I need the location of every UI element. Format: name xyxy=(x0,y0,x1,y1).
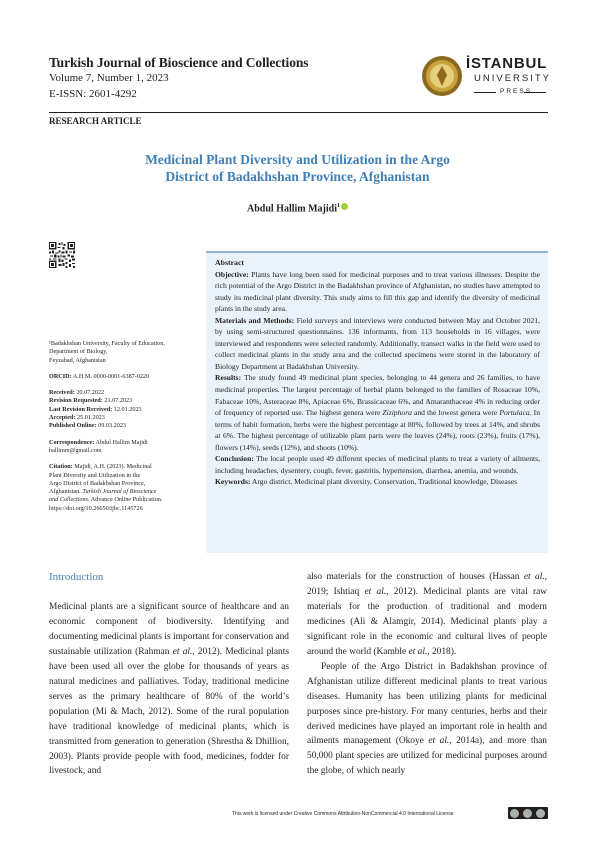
abstract-results xyxy=(215,372,540,453)
genus-name: Ziziphora xyxy=(382,408,412,418)
citation-line-5 xyxy=(49,496,199,504)
abstract-heading: Abstract xyxy=(215,258,245,267)
abstract-methods xyxy=(215,315,540,373)
abstract-text: Argo district, Medicinal plant diversity, Conservation, Traditional knowledge, Diseases xyxy=(251,477,518,487)
title-line-2: District of Badakhshan Province, Afghanistan xyxy=(165,169,430,184)
affiliation-line-3: Feyzabad, Afghanistan xyxy=(49,356,106,364)
paragraph-text: , 2012). Medicinal plants are vital raw materials for the production of traditional and modern medicines (Ali & Alamgir, 2014). Medicinal plants play a significant role in the economic and cultural lives of people around the world (Kamble xyxy=(307,586,548,657)
body-column-right xyxy=(307,570,547,779)
date-label: Accepted: xyxy=(49,414,76,422)
citation-label: Citation: xyxy=(49,463,73,471)
citation-journal: and Collections. xyxy=(49,496,90,504)
correspondence-email[interactable]: hallimm@gmail.com xyxy=(49,446,102,454)
date-label: Last Revision Received: xyxy=(49,405,113,413)
abstract-text: Field surveys and interviews were conducted between May and October 2021, by using semi-structured questionnaires. 136 informants, from 113 households in 16 villages, were interviewed and respondents were selected randomly. Additionally, transect walks in the field were used to collect medicinal plants in the study area and the collected specimens were stored in the laboratory of Biology Department at Badakhshan University. xyxy=(215,315,540,371)
author-affiliation-marker: 1 xyxy=(337,203,340,209)
correspondence-name: Abdul Hallim Majidi xyxy=(95,438,148,446)
abstract-text: The local people used 49 different species of medicinal plants to treat a variety of ailments, including headaches, dysentery, cough, fever, gastritis, hypertension, diarrhea, anemia, and wounds. xyxy=(215,454,540,475)
section-heading-introduction: Introduction xyxy=(49,571,104,583)
paragraph-text: , 2019; Ishtiaq xyxy=(307,572,548,597)
date-accepted xyxy=(49,414,199,422)
etal: et al. xyxy=(408,646,428,657)
body-column-left xyxy=(49,600,289,779)
journal-name: Turkish Journal of Bioscience and Collections xyxy=(49,55,309,70)
qr-code-icon[interactable] xyxy=(49,242,75,268)
date-label: Revision Requested: xyxy=(49,397,103,405)
date-value: 12.01.2023 xyxy=(113,405,142,413)
correspondence-line xyxy=(49,439,199,447)
date-value: 25.01.2023 xyxy=(77,414,105,422)
paragraph-text: also materials for the construction of houses (Hassan xyxy=(307,572,520,582)
date-value: 20.07.2022 xyxy=(76,389,105,397)
abstract-label: Conclusion: xyxy=(215,454,254,464)
orcid-value[interactable]: A.H.M. 0000-0001-6387-0220 xyxy=(72,372,150,380)
citation-line-2: Plant Diversity and Utilization in the xyxy=(49,471,141,479)
date-published xyxy=(49,422,199,430)
abstract-text: The study found 49 medicinal plant species, belonging to 44 genera and 26 families, to have medicinal properties. The largest percentage of herbal plants belonged to the families of Rosaceae 10%, Fabaceae 10%, Asteraceae 8%, Apiaceae 6%, Brassicaceae 6%, and Amaranthaceae 4% in reducing order of frequency of reported use. The highest genera were xyxy=(215,373,540,418)
citation-journal: Turkish Journal of Bioscience xyxy=(82,488,157,496)
orcid-label: ORCID: xyxy=(49,372,72,380)
etal: et al. xyxy=(428,736,450,747)
correspondence-label: Correspondence: xyxy=(49,438,95,446)
paragraph-text: Medicinal plants are a significant source of healthcare and an economic component of biodiversity. Identifying and documenting medicinal plants is important for conservation and sustainable utilization (Rahman xyxy=(49,602,289,657)
journal-issn: E-ISSN: 2601-4292 xyxy=(49,88,137,100)
orcid-icon[interactable] xyxy=(341,203,348,210)
abstract-text: Plants have long been used for medicinal purposes and to treat various illnesses. Despite the rich potential of the Argo District in the Badakhshan province of Afghanistan, no studies have attempted to study its medicinal plant diversity. This study aims to fill this gap and identify the diversity of medicinal plants in the study area. xyxy=(215,269,540,314)
paragraph xyxy=(307,660,547,780)
article-type: RESEARCH ARTICLE xyxy=(49,116,142,126)
affiliation-line-1: ¹Badakhshan University, Faculty of Education, xyxy=(49,340,165,347)
date-label: Received: xyxy=(49,389,75,397)
header-divider xyxy=(49,112,548,113)
citation-text: Advance Online Publication. xyxy=(90,496,163,504)
etal: et al. xyxy=(172,646,193,657)
abstract xyxy=(215,257,540,488)
author-line xyxy=(200,203,395,214)
paragraph-text: , 2012). Medicinal plants have been used all over the globe for thousands of years as natural medicines and palliatives. Today, traditional medicine serves as the primary healthcare of 80% of the world’s population (Mi & Mach, 2012). Some of the rural population have traditional knowledge of medicinal plants, which is transmitted from generation to generation (Shrestha & Dhillion, 2003). Plants provide people with food, medicines, fodder for livestock, and xyxy=(49,646,289,777)
date-value: 21.07.2023 xyxy=(104,397,133,405)
logo-rule-left xyxy=(474,92,496,93)
abstract-label: Materials and Methods: xyxy=(215,315,295,325)
paragraph-text: , 2014a), and more than 50,000 plant species are utilized for medicinal purposes around the globe, of which nearly xyxy=(307,736,547,777)
author-name[interactable]: Abdul Hallim Majidi xyxy=(246,203,337,215)
abstract-text: . In terms of habit formation, herbs were the highest percentage at 80%, followed by trees at 14%, and shrubs at 6%. The highest percentage of utilizable plant parts were the leaves (24%), roots (23%), fruits (17%), flowers (14%), seeds (12%), and shoots (10%). xyxy=(215,408,541,452)
abstract-label: Keywords: xyxy=(215,477,251,487)
citation-text: Afghanistan. xyxy=(49,488,81,496)
abstract-objective xyxy=(215,269,540,315)
genus-name: Portulaca xyxy=(499,408,530,418)
abstract-text: and the lowest genera were xyxy=(414,408,498,418)
citation-text: Majidi, A.H. (2023). Medicinal xyxy=(74,463,152,471)
orcid-line xyxy=(49,373,199,381)
date-received xyxy=(49,389,199,397)
cc-by-nc-badge-icon[interactable] xyxy=(508,807,548,819)
article-meta xyxy=(49,340,199,513)
paragraph-text: , 2018). xyxy=(427,646,457,657)
logo-rule-right xyxy=(524,92,546,93)
abstract-conclusion xyxy=(215,453,540,476)
logo-text-sub: UNIVERSITY xyxy=(474,73,552,84)
paragraph xyxy=(307,570,547,660)
article-title xyxy=(60,151,535,185)
paragraph xyxy=(49,600,289,779)
abstract-label: Objective: xyxy=(215,269,249,279)
etal: et al. xyxy=(364,586,387,597)
affiliation-line-2: Department of Biology, xyxy=(49,348,108,356)
paragraph-text: People of the Argo District in Badakhshan province of Afghanistan utilize different medicinal plants to treat various diseases. Humanity has been utilizing plants for medicinal purposes since pre-history. For many centuries, herbs and their derived medicines have played an important role in health and ailments management (Okoye xyxy=(307,661,547,747)
abstract-keywords xyxy=(215,476,540,488)
logo-text-main: İSTANBUL xyxy=(466,55,548,72)
citation-line-1 xyxy=(49,463,199,471)
citation-line-3: Argo District of Badakhshan Province, xyxy=(49,479,146,487)
citation-line-4 xyxy=(49,488,199,496)
citation-doi-link[interactable]: https://doi.org/10.26650/tjbc.1145726 xyxy=(49,504,143,512)
date-revision-requested xyxy=(49,397,199,405)
date-last-revision xyxy=(49,406,199,414)
etal: et al. xyxy=(523,572,545,582)
journal-volume: Volume 7, Number 1, 2023 xyxy=(49,72,169,84)
logo-text-press: PRESS xyxy=(500,88,533,95)
date-value: 09.03.2023 xyxy=(98,422,127,430)
title-line-1: Medicinal Plant Diversity and Utilization in the Argo xyxy=(145,152,450,167)
license-text[interactable]: This work is licensed under Creative Commons Attribution-NonCommercial 4.0 International License xyxy=(232,811,454,817)
date-label: Published Online: xyxy=(49,422,97,430)
abstract-label: Results: xyxy=(215,373,242,383)
